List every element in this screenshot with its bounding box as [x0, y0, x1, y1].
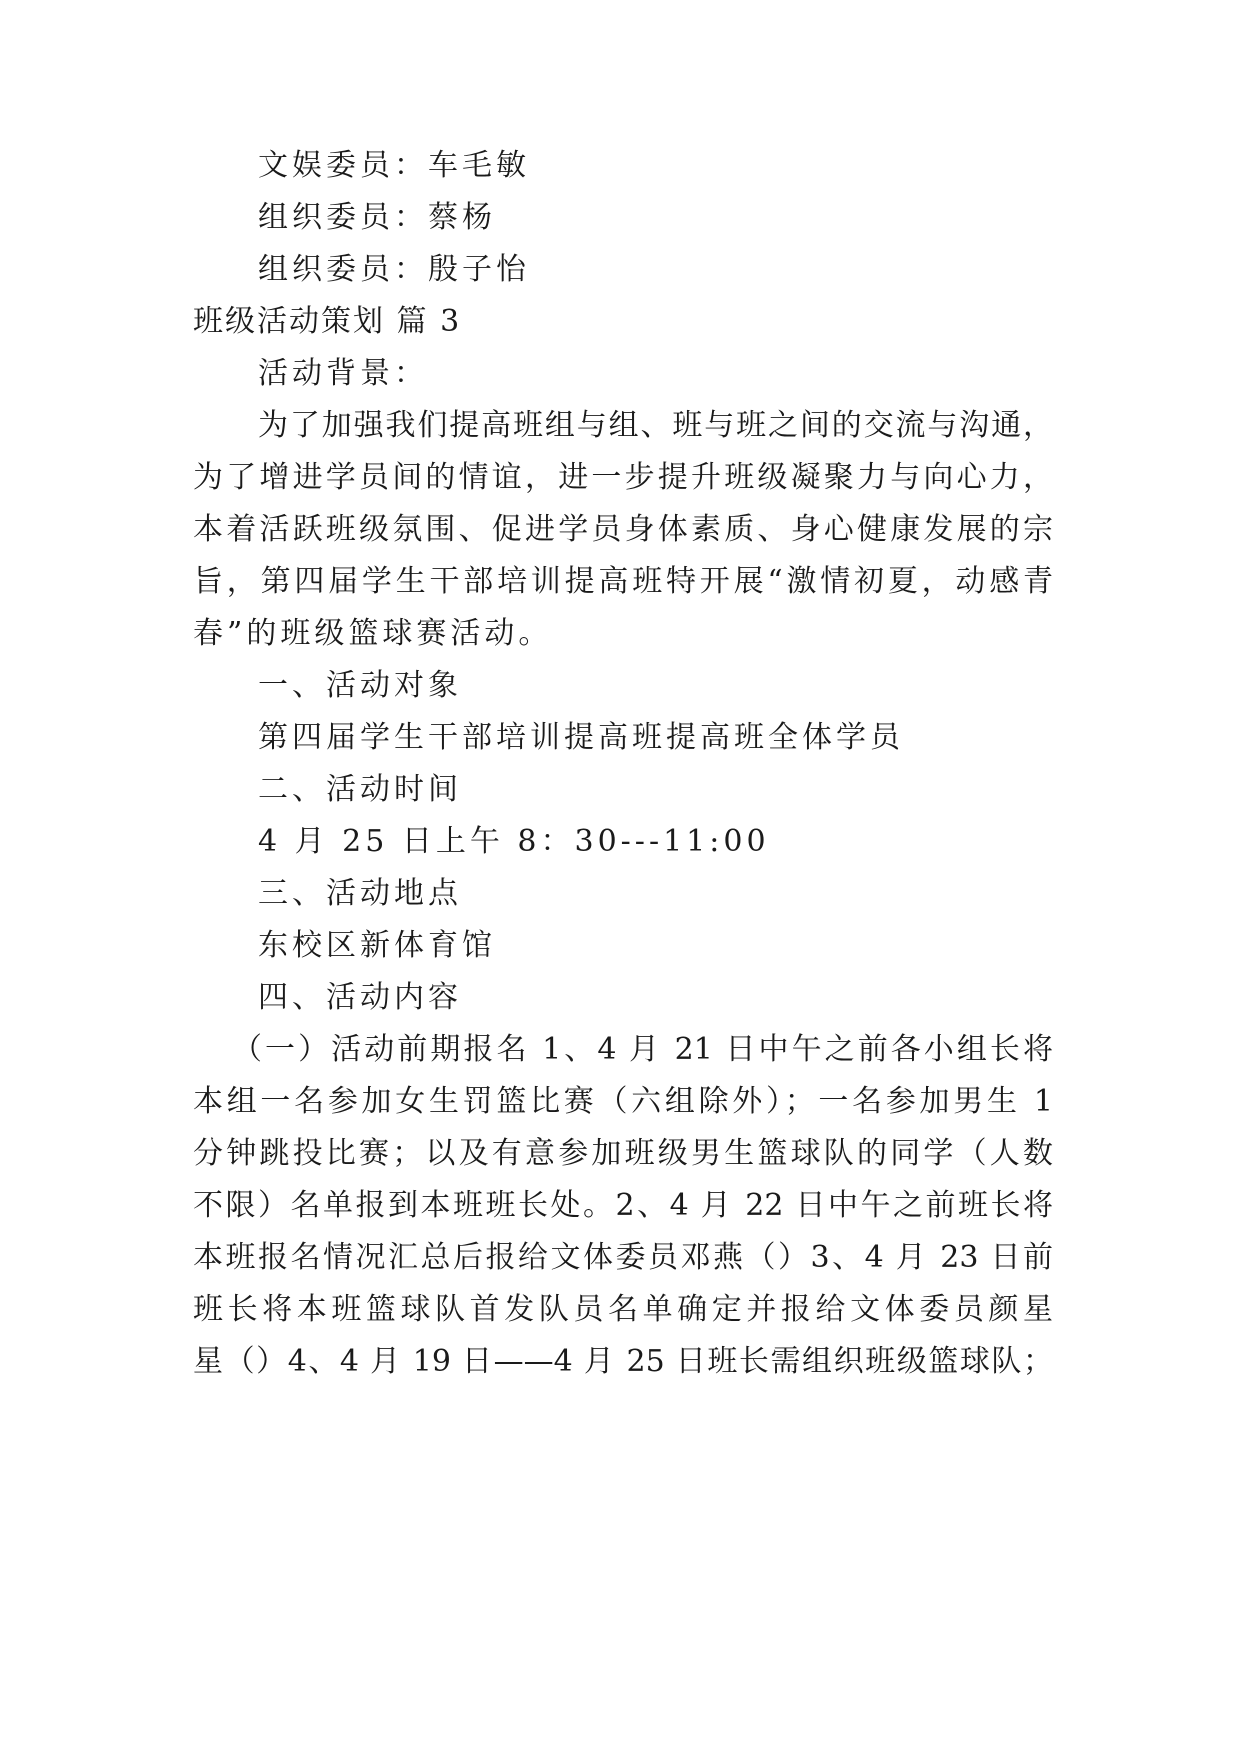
- time-heading: 二、活动时间: [258, 772, 462, 807]
- content-line-7: 星（）4、4 月 19 日——4 月 25 日班长需组织班级篮球队；: [193, 1344, 1053, 1379]
- background-line-4: 旨，第四届学生干部培训提高班特开展“激情初夏，动感青: [193, 564, 1053, 599]
- content-heading: 四、活动内容: [258, 980, 462, 1015]
- content-line-6: 班长将本班篮球队首发队员名单确定并报给文体委员颜星: [193, 1292, 1053, 1327]
- committee-line-1: 文娱委员：车毛敏: [258, 148, 530, 183]
- background-line-1: 为了加强我们提高班组与组、班与班之间的交流与沟通，: [258, 408, 1053, 443]
- content-line-1: （一）活动前期报名 1、4 月 21 日中午之前各小组长将: [232, 1032, 1053, 1067]
- content-line-2: 本组一名参加女生罚篮比赛（六组除外）；一名参加男生 1: [193, 1084, 1053, 1119]
- committee-line-3: 组织委员：殷子怡: [258, 252, 530, 287]
- place-heading: 三、活动地点: [258, 876, 462, 911]
- content-line-4: 不限）名单报到本班班长处。2、4 月 22 日中午之前班长将: [193, 1188, 1053, 1223]
- target-heading: 一、活动对象: [258, 668, 462, 703]
- time-text: 4 月 25 日上午 8：30---11:00: [258, 824, 770, 859]
- background-line-5: 春”的班级篮球赛活动。: [193, 616, 553, 651]
- committee-line-2: 组织委员：蔡杨: [258, 200, 496, 235]
- background-line-3: 本着活跃班级氛围、促进学员身体素质、身心健康发展的宗: [193, 512, 1053, 547]
- content-line-5: 本班报名情况汇总后报给文体委员邓燕（）3、4 月 23 日前: [193, 1240, 1053, 1275]
- background-line-2: 为了增进学员间的情谊，进一步提升班级凝聚力与向心力，: [193, 460, 1053, 495]
- background-label: 活动背景：: [258, 356, 428, 391]
- content-line-3: 分钟跳投比赛；以及有意参加班级男生篮球队的同学（人数: [193, 1136, 1053, 1171]
- place-text: 东校区新体育馆: [258, 928, 496, 963]
- target-text: 第四届学生干部培训提高班提高班全体学员: [258, 720, 904, 755]
- section-title: 班级活动策划 篇 3: [193, 304, 462, 339]
